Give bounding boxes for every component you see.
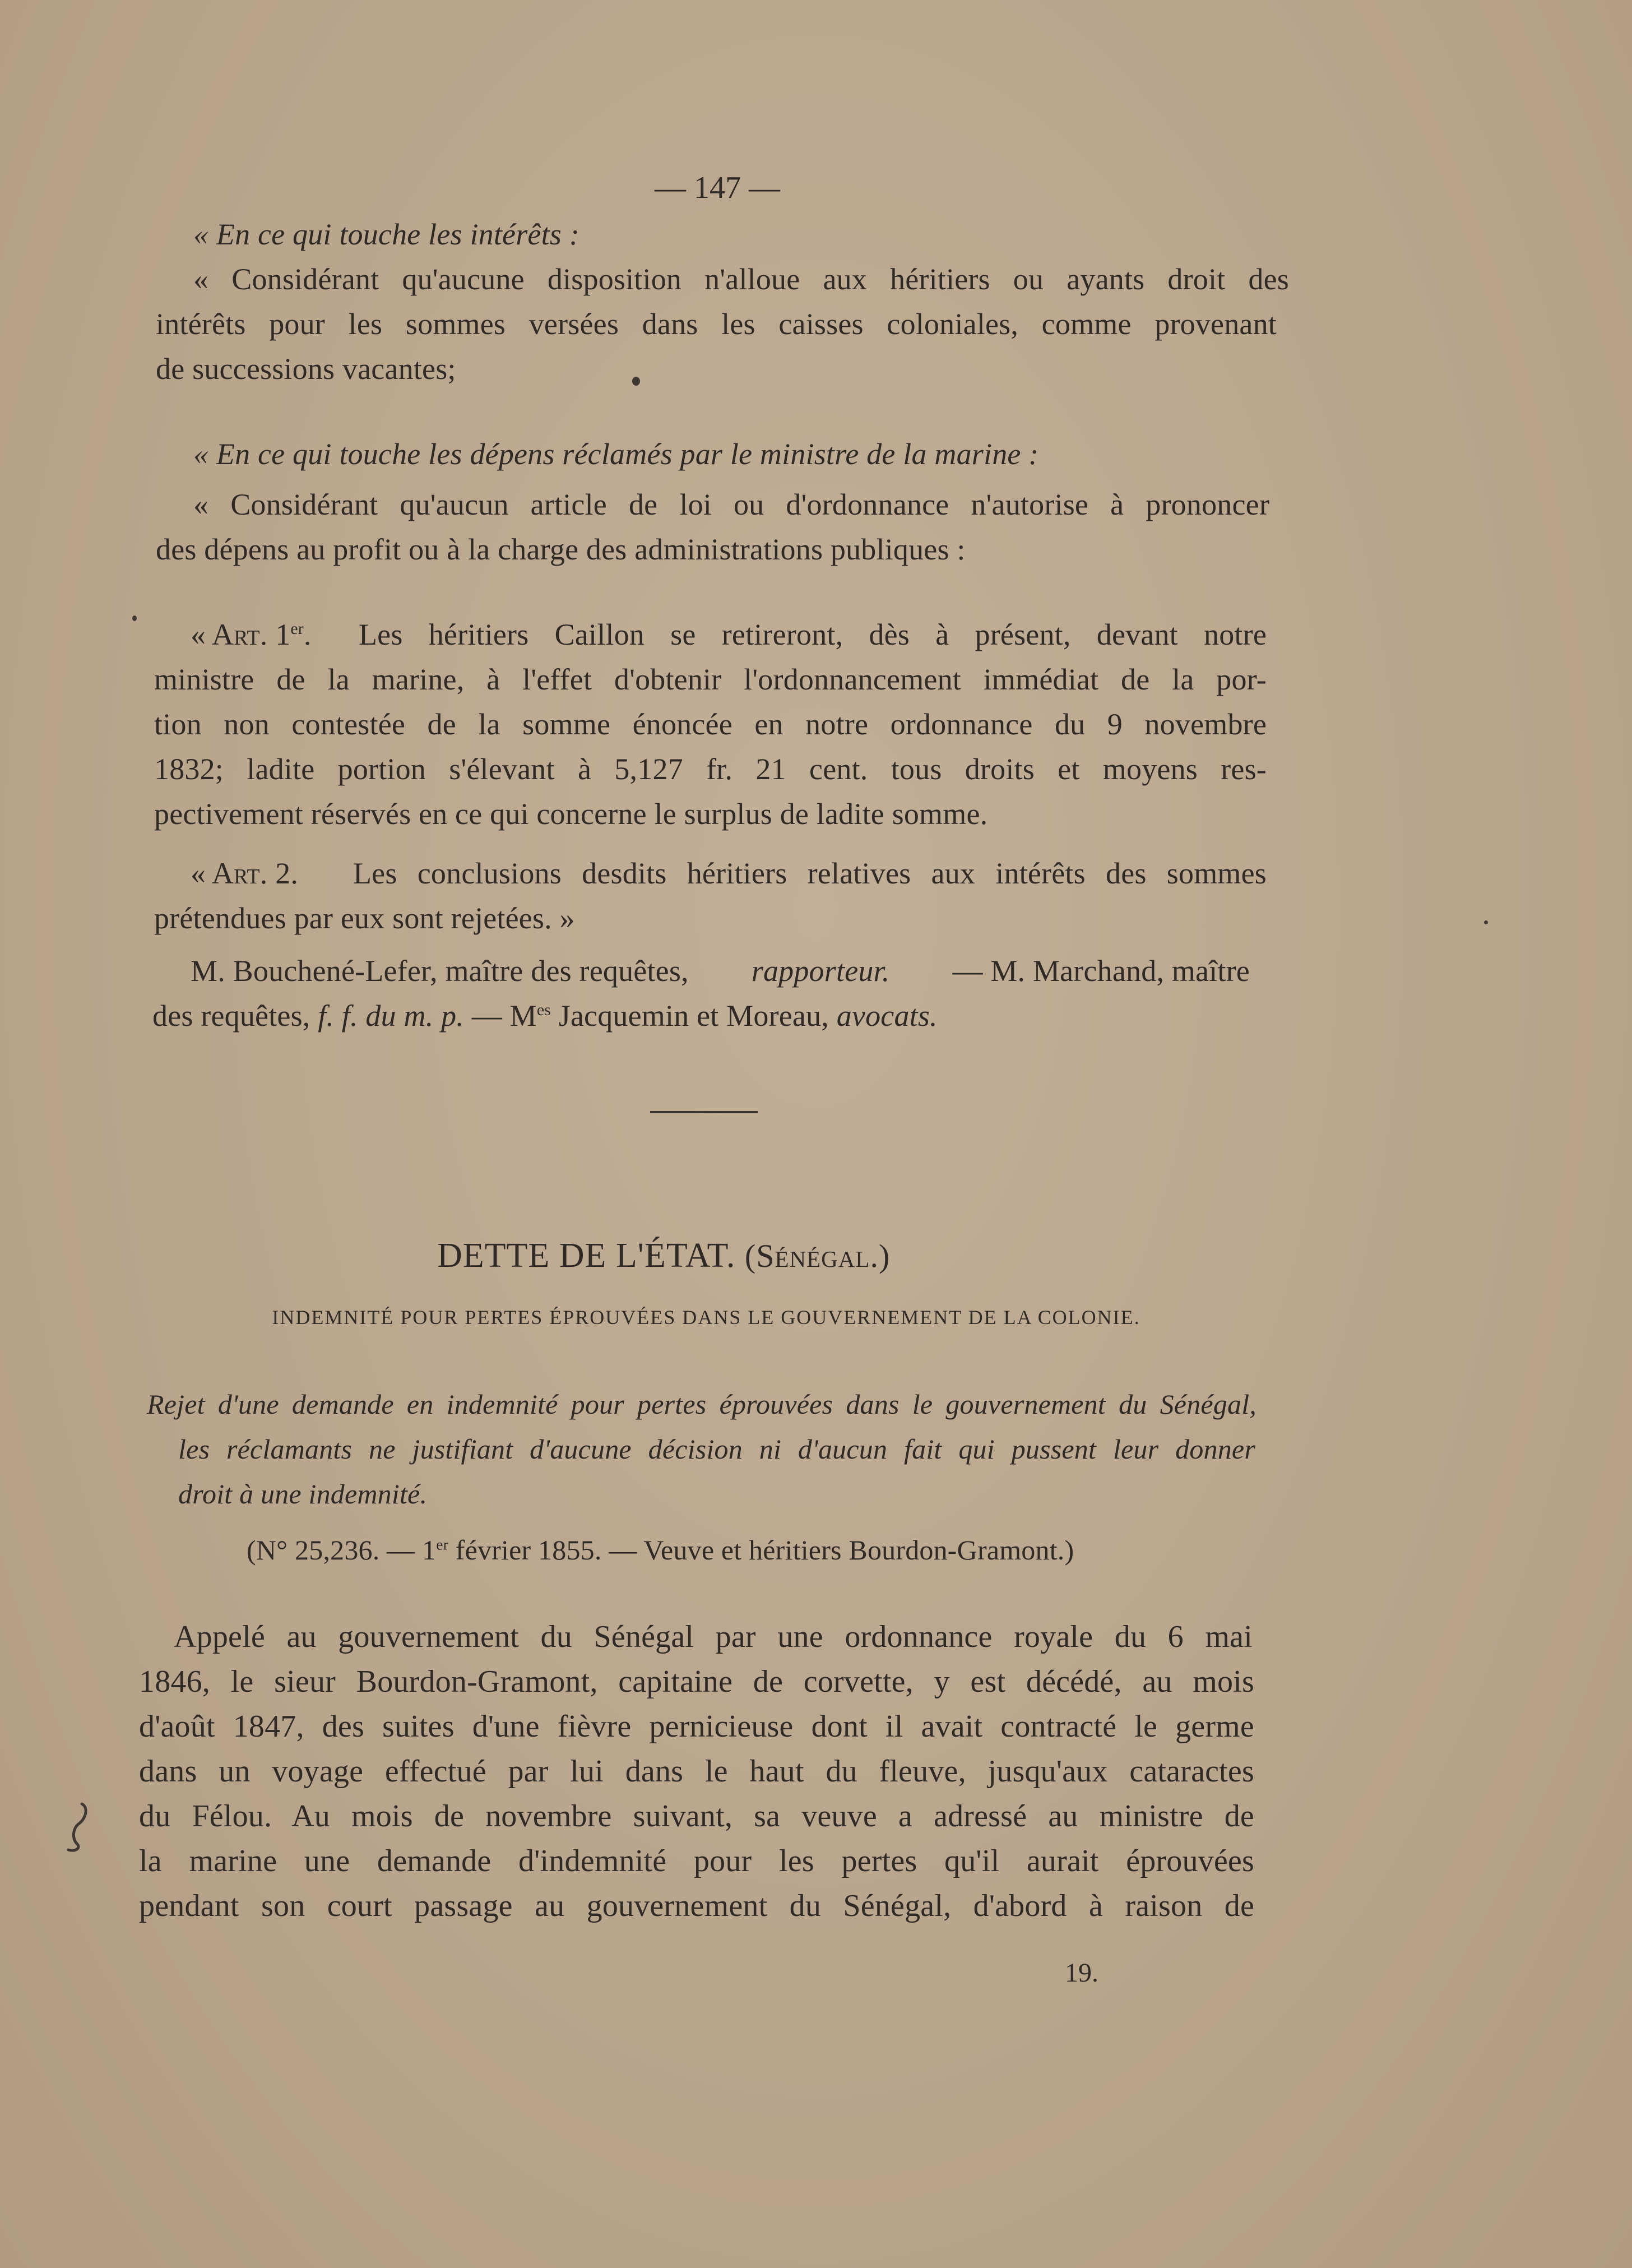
ink-speck (1484, 920, 1488, 924)
section-divider (650, 1111, 758, 1113)
body-line: pendant son court passage au gouvernement du Sénégal, d'abord à raison de (139, 1889, 1254, 1923)
credits-line-1 (191, 948, 1250, 993)
heading-region: (Sénégal.) (744, 1238, 891, 1274)
body-line: Appelé au gouvernement du Sénégal par une ordonnance royale du 6 mai (174, 1619, 1253, 1654)
case-ref-sup: er (436, 1535, 449, 1553)
body-line: la marine une demande d'indemnité pour les pertes qu'il aurait éprouvées (139, 1844, 1254, 1878)
article-1-label (191, 612, 312, 657)
case-reference (247, 1528, 1074, 1572)
body-line: dans un voyage effectué par lui dans le haut du fleuve, jusqu'aux cataractes (139, 1754, 1254, 1789)
credits-requetes: des requêtes, (152, 999, 318, 1033)
text-line: des dépens au profit ou à la charge des administrations publiques : (156, 533, 966, 566)
text-line: « En ce qui touche les dépens réclamés par le ministre de la marine : (193, 437, 1039, 471)
body-line: d'août 1847, des suites d'une fièvre pernicieuse dont il avait contracté le germe (139, 1709, 1254, 1744)
credits-rapporteur-role: rapporteur. (751, 954, 890, 988)
text-line: ministre de la marine, à l'effet d'obtenir l'ordonnancement immédiat de la por- (154, 663, 1267, 696)
text-line: « En ce qui touche les intérêts : (193, 217, 579, 251)
body-line: 1846, le sieur Bourdon-Gramont, capitaine de corvette, y est décédé, au mois (139, 1664, 1254, 1699)
credits-line-2 (152, 993, 938, 1038)
credits-rapporteur-name: M. Bouchené-Lefer, maître des requêtes, (191, 954, 689, 988)
article-1-dot: . (303, 618, 312, 651)
article-1-sup: er (290, 620, 304, 638)
page-number: — 147 — (655, 170, 780, 205)
summary-line: Rejet d'une demande en indemnité pour pertes éprouvées dans le gouvernement du Sénégal, (147, 1388, 1257, 1420)
article-2-label: « Art. 2. (191, 857, 299, 890)
article-1-first-line (191, 612, 1267, 657)
credits-es-sup: es (536, 1001, 551, 1019)
article-2-text: Les conclusions desdits héritiers relatives aux intérêts des sommes (353, 857, 1267, 890)
ink-speck (632, 377, 640, 386)
summary-line: les réclamants ne justifiant d'aucune décision ni d'aucun fait qui pussent leur donner (178, 1433, 1255, 1465)
case-ref-a: (N° 25,236. — 1 (247, 1534, 437, 1566)
text-line: tion non contestée de la somme énoncée en notre ordonnance du 9 novembre (154, 707, 1267, 741)
article-2-first-line (191, 851, 1267, 896)
text-line: intérêts pour les sommes versées dans les caisses coloniales, comme provenant (156, 307, 1277, 341)
case-ref-b: février 1855. — Veuve et héritiers Bourdon-Gramont.) (448, 1534, 1074, 1566)
text-line: 1832; ladite portion s'élevant à 5,127 fr. 21 cent. tous droits et moyens res- (154, 752, 1267, 786)
margin-pencil-mark-icon (61, 1799, 94, 1855)
credits-avocats-role: avocats. (836, 999, 938, 1033)
credits-marchand: — M. Marchand, maître (952, 954, 1250, 988)
text-line: prétendues par eux sont rejetées. » (154, 901, 575, 935)
text-line: « Considérant qu'aucun article de loi ou d'ordonnance n'autorise à prononcer (193, 488, 1269, 521)
text-line: pectivement réservés en ce qui concerne le surplus de ladite somme. (154, 797, 988, 831)
section-heading (437, 1230, 998, 1281)
heading-main: DETTE DE L'ÉTAT. (437, 1237, 745, 1275)
section-subheading: INDEMNITÉ POUR PERTES ÉPROUVÉES DANS LE GOUVERNEMENT DE LA COLONIE. (272, 1306, 1140, 1329)
signature-mark: 19. (1065, 1958, 1098, 1988)
article-1-text: Les héritiers Caillon se retireront, dès à présent, devant notre (359, 618, 1267, 651)
summary-line: droit à une indemnité. (178, 1478, 428, 1510)
text-line: « Considérant qu'aucune disposition n'alloue aux héritiers ou ayants droit des (193, 262, 1289, 296)
body-line: du Félou. Au mois de novembre suivant, sa veuve a adressé au ministre de (139, 1799, 1254, 1834)
credits-dash-m: — M (464, 999, 537, 1033)
ink-speck (132, 615, 137, 621)
article-1-label-text: « Art. 1 (191, 618, 291, 651)
text-line: de successions vacantes; (156, 352, 456, 386)
credits-avocats-names: Jacquemin et Moreau, (550, 999, 837, 1033)
credits-ffdump: f. f. du m. p. (318, 999, 464, 1033)
